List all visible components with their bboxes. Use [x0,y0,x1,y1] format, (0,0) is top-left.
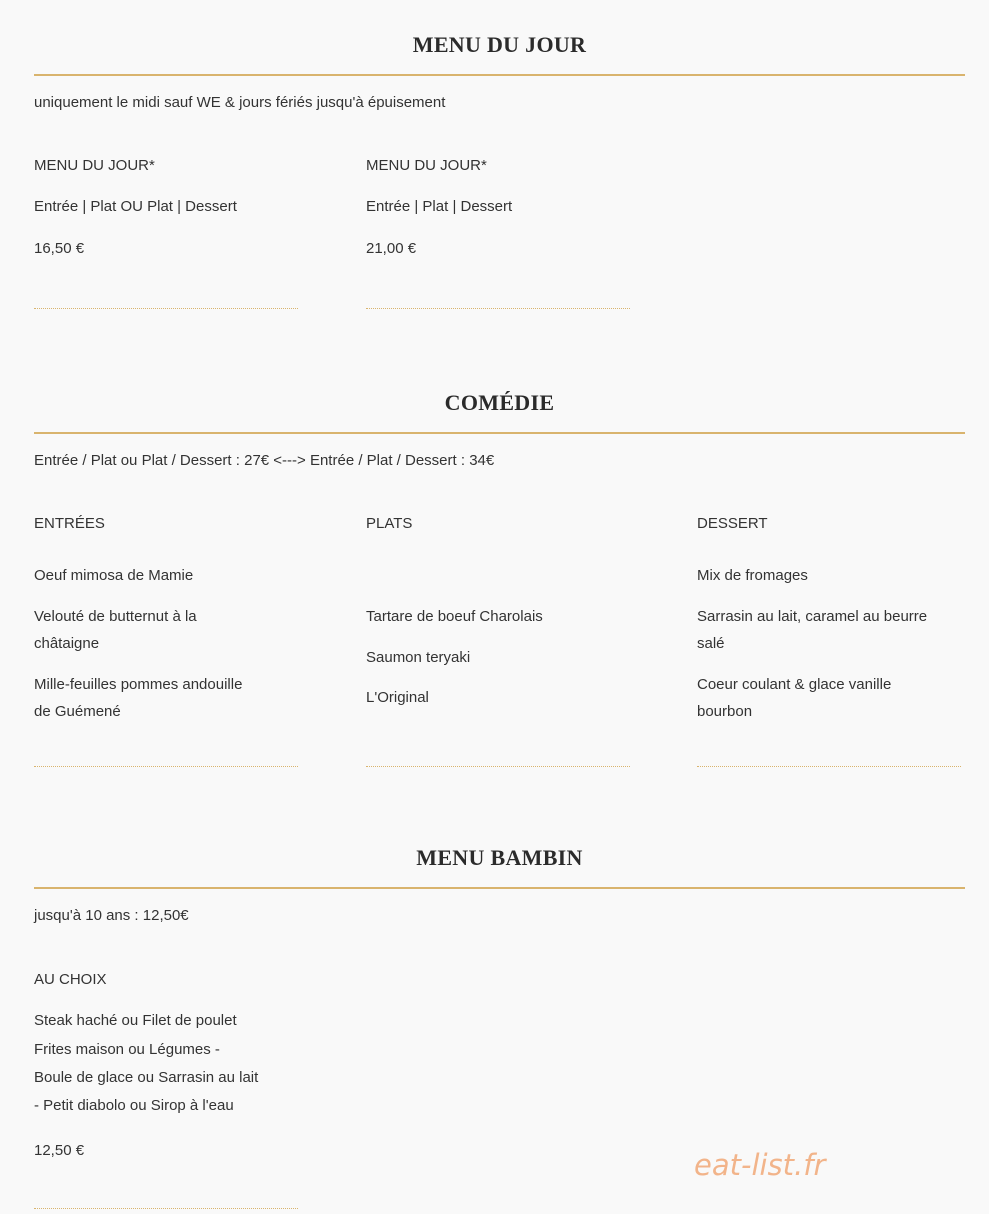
menu-item: Tartare de boeuf Charolais [366,608,543,625]
menu-item: Saumon teryaki [366,649,471,666]
section-divider [34,432,965,434]
offer-2-name: MENU DU JOUR* [366,157,487,174]
bambin-heading: AU CHOIX [34,971,107,988]
column-heading: PLATS [366,515,413,532]
dotted-separator [697,766,961,767]
menu-item: Coeur coulant & glace vanille [697,676,892,693]
bambin-intro: jusqu'à 10 ans : 12,50€ [34,907,189,924]
menu-du-jour-intro: uniquement le midi sauf WE & jours fériés jusqu'à épuisement [34,94,446,111]
dotted-separator [366,308,630,309]
dotted-separator [34,1208,298,1209]
offer-1-desc: Entrée | Plat OU Plat | Dessert [34,198,237,215]
menu-item: L'Original [366,689,429,706]
dotted-separator [366,766,630,767]
menu-item: Sarrasin au lait, caramel au beurre [697,608,928,625]
bambin-title: MENU BAMBIN [416,845,583,870]
bambin-section [34,843,965,924]
menu-du-jour-section [34,30,965,111]
column-heading: ENTRÉES [34,515,105,532]
dotted-separator [34,766,298,767]
comedie-section [34,388,965,469]
comedie-title: COMÉDIE [444,390,555,415]
menu-item: salé [697,635,725,652]
dotted-separator [34,308,298,309]
bambin-price: 12,50 € [34,1142,85,1159]
menu-item: Mille-feuilles pommes andouille [34,676,243,693]
watermark: eat-list.fr [694,1148,826,1182]
menu-du-jour-title: MENU DU JOUR [412,32,587,57]
bambin-line: - Petit diabolo ou Sirop à l'eau [34,1097,234,1114]
section-divider [34,74,965,76]
offer-2-desc: Entrée | Plat | Dessert [366,198,513,215]
offer-2-price: 21,00 € [366,240,417,257]
bambin-line: Steak haché ou Filet de poulet [34,1012,237,1029]
menu-item: Oeuf mimosa de Mamie [34,567,194,584]
menu-item: châtaigne [34,635,100,652]
menu-item: bourbon [697,703,753,720]
bambin-line: Frites maison ou Légumes - [34,1041,220,1058]
offer-1-name: MENU DU JOUR* [34,157,155,174]
column-heading: DESSERT [697,515,768,532]
section-divider [34,887,965,889]
offer-1-price: 16,50 € [34,240,85,257]
menu-item: de Guémené [34,703,121,720]
bambin-line: Boule de glace ou Sarrasin au lait [34,1069,259,1086]
comedie-intro: Entrée / Plat ou Plat / Dessert : 27€ <---> Entrée / Plat / Dessert : 34€ [34,452,495,469]
menu-item: Velouté de butternut à la [34,608,197,625]
menu-item: Mix de fromages [697,567,808,584]
